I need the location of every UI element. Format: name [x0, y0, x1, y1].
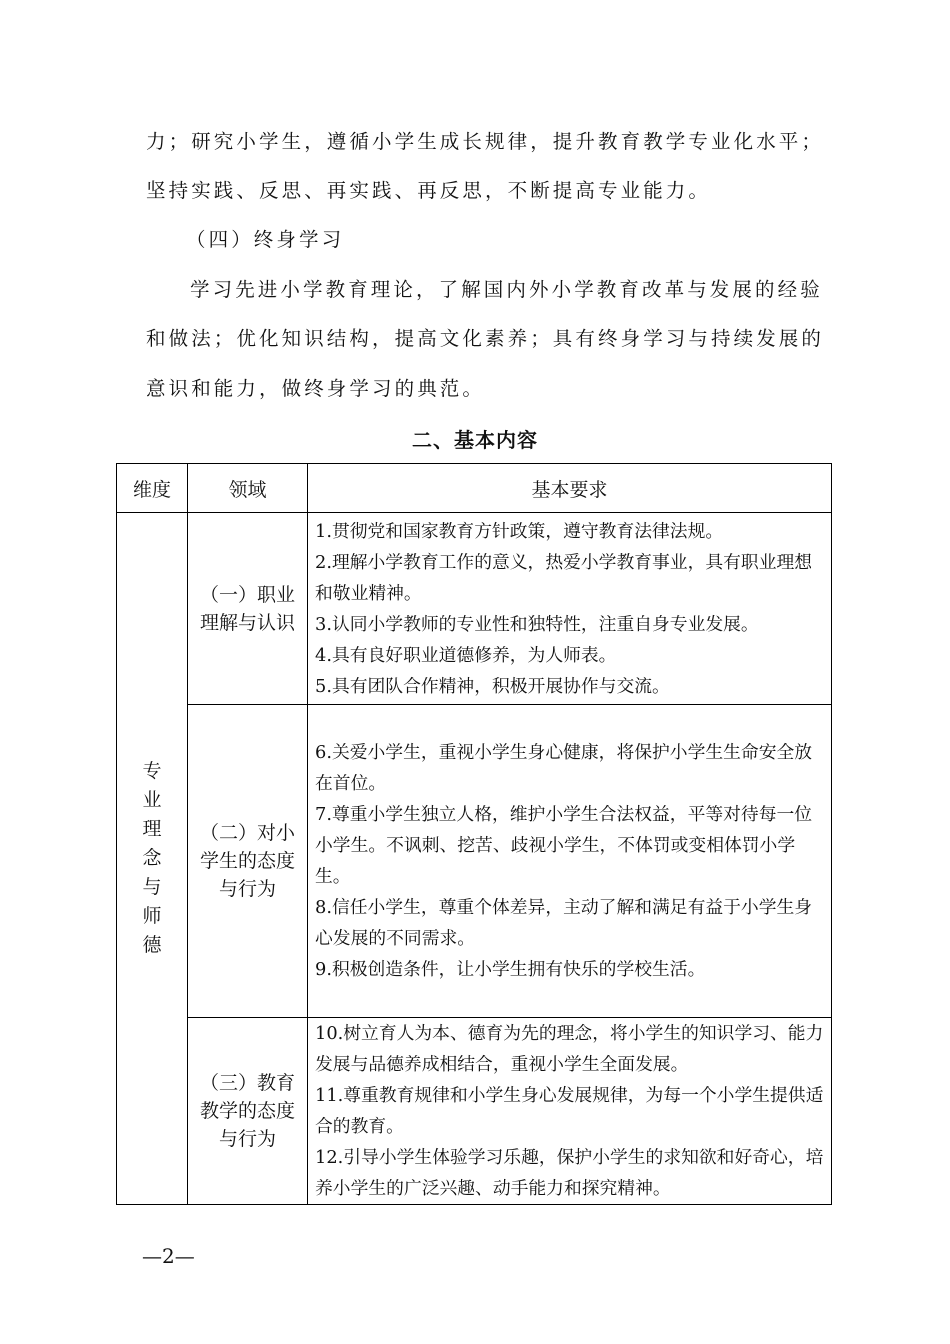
domain-cell	[188, 513, 308, 705]
requirement-item: 10.树立育人为本、德育为先的理念，将小学生的知识学习、能力发展与品德养成相结合，重视小学生全面发展。	[315, 1023, 824, 1075]
dimension-cell	[117, 513, 188, 1205]
requirements-cell	[308, 1018, 832, 1205]
requirement-item: 12.引导小学生体验学习乐趣，保护小学生的求知欲和好奇心，培养小学生的广泛兴趣、动手能力和探究精神。	[315, 1147, 824, 1199]
requirements-cell	[308, 705, 832, 1018]
section-title: 二、基本内容	[412, 428, 538, 452]
domain-cell	[188, 1018, 308, 1205]
header-requirements: 基本要求	[308, 464, 832, 513]
header-domain: 领域	[188, 464, 308, 513]
requirement-item: 7.尊重小学生独立人格，维护小学生合法权益，平等对待每一位小学生。不讽刺、挖苦、歧视小学生，不体罚或变相体罚小学生。	[315, 804, 813, 887]
table-row	[117, 1018, 832, 1205]
paragraph-line-2: 坚持实践、反思、再实践、再反思，不断提高专业能力。	[146, 179, 712, 202]
requirement-item: 8.信任小学生，尊重个体差异，主动了解和满足有益于小学生身心发展的不同需求。	[315, 897, 813, 949]
requirement-item: 11.尊重教育规律和小学生身心发展规律，为每一个小学生提供适合的教育。	[315, 1085, 824, 1137]
subsection-heading: （四）终身学习	[186, 228, 345, 251]
standards-table	[116, 463, 832, 1205]
domain-label: （三）教育教学的态度与行为	[199, 1072, 295, 1150]
domain-label: （一）职业理解与认识	[199, 583, 295, 634]
dimension-label: 专业理念与师德	[142, 760, 162, 956]
requirement-item: 5.具有团队合作精神，积极开展协作与交流。	[315, 675, 670, 697]
requirement-item: 6.关爱小学生，重视小学生身心健康，将保护小学生生命安全放在首位。	[315, 742, 813, 794]
requirement-item: 1.贯彻党和国家教育方针政策，遵守教育法律法规。	[315, 520, 724, 542]
paragraph-line-4: 和做法；优化知识结构，提高文化素养；具有终身学习与持续发展的	[146, 327, 825, 350]
requirement-item: 4.具有良好职业道德修养，为人师表。	[315, 644, 617, 666]
table-header-row	[117, 464, 832, 513]
header-dimension: 维度	[117, 464, 188, 513]
requirement-item: 2.理解小学教育工作的意义，热爱小学教育事业，具有职业理想和敬业精神。	[315, 551, 813, 604]
paragraph-line-5: 意识和能力，做终身学习的典范。	[146, 377, 486, 400]
paragraph-line-1: 力；研究小学生，遵循小学生成长规律，提升教育教学专业化水平；	[146, 130, 825, 153]
table-row	[117, 513, 832, 705]
requirement-item: 9.积极创造条件，让小学生拥有快乐的学校生活。	[315, 959, 706, 980]
paragraph-line-3: 学习先进小学教育理论，了解国内外小学教育改革与发展的经验	[190, 278, 823, 301]
domain-cell	[188, 705, 308, 1018]
domain-label: （二）对小学生的态度与行为	[199, 822, 295, 900]
table-row	[117, 705, 832, 1018]
requirements-cell	[308, 513, 832, 705]
requirement-item: 3.认同小学教师的专业性和独特性，注重自身专业发展。	[315, 613, 759, 635]
page-number: —2—	[142, 1244, 195, 1268]
